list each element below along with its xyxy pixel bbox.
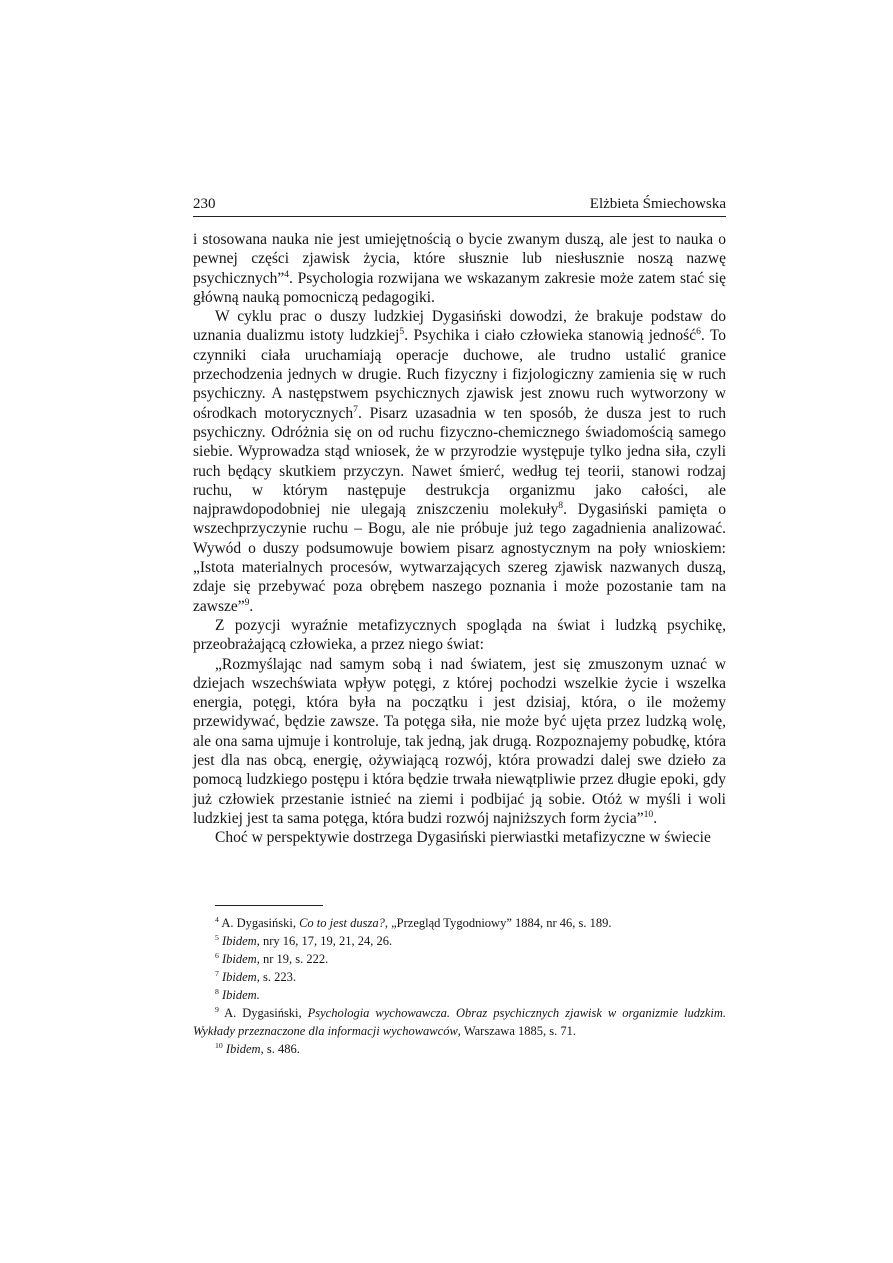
paragraph-1: i stosowana nauka nie jest umiejętnością o bycie zwanym duszą, ale jest to nauka o pewnej części zjawisk życia, które słusznie lub niesłusznie noszą nazwę psychicznych”$^4$. Psychologia rozwijana we wskazanym zakresie może zatem stać się główną nauką pomocniczą pedagogiki.	[193, 231, 726, 306]
running-header	[193, 192, 726, 217]
footnote-ref-10[interactable]: 10	[643, 808, 654, 820]
main-text	[193, 230, 726, 848]
footnote-8: $^8$ Ibidem.	[215, 986, 260, 1002]
footnote-9: $^9$ A. Dygasiński, Psychologia wychowawcza. Obraz psychicznych zjawisk w organizmie ludzkim. Wykłady przeznaczone dla informacji wychowawców, Warszawa 1885, s. 71.	[193, 1004, 726, 1038]
footnote-ref-8[interactable]: 8	[558, 500, 564, 511]
footnote-7: $^7$ Ibidem, s. 223.	[215, 968, 296, 984]
footnote-separator	[215, 905, 323, 906]
footnote-4: $^4$ A. Dygasiński, Co to jest dusza?, „Przegląd Tygodniowy” 1884, nr 46, s. 189.	[215, 914, 612, 930]
footnote-ref-7[interactable]: 7	[353, 403, 358, 415]
paragraph-3: Z pozycji wyraźnie metafizycznych spogląda na świat i ludzką psychikę, przeobrażającą człowieka, a przez niego świat:	[193, 616, 726, 654]
footnotes	[193, 914, 726, 1058]
footnote-ref-9[interactable]: 9	[244, 596, 250, 608]
paragraph-5: Choć w perspektywie dostrzega Dygasiński pierwiastki metafizyczne w świecie	[215, 829, 711, 847]
quotation: „Rozmyślając nad samym sobą i nad światem, jest się zmuszonym uznać w dziejach wszechświata wpływ potęgi, z której pochodzi wszelkie życie i wszelka energia, potęgi, która była na początku i jest dzisiaj, która, o ile możemy przewidywać, będzie zawsze. Ta potęga siła, nie może być ujęta przez ludzką wolę, ale ona sama ujmuje i kontroluje, tak jedną, jak drugą. Rozpoznajemy pobudkę, która jest dla nas obcą, energię, ożywiającą rozwój, która prowadzi dalej swe dzieło za pomocą ludzkiego postępu i która będzie trwała niewątpliwie przez długie epoki, gdy już człowiek przestanie istnieć na ziemi i podbijać ją sobie. Otóż w myśli i woli ludzkiej jest ta sama potęga, która budzi rozwój najniższych form życia”$^{10}$.	[193, 655, 726, 827]
footnote-ref-6[interactable]: 6	[696, 326, 701, 338]
page-number: 230	[193, 196, 216, 212]
paragraph-2: W cyklu prac o duszy ludzkiej Dygasiński dowodzi, że brakuje podstaw do uznania dualizmu istoty ludzkiej$^5$. Psychika i ciało człowieka stanowią jedność$^6$. To czynniki ciała uruchamiają operacje duchowe, ale trudno ustalić granice przechodzenia jednych w drugie. Ruch fizyczny i fizjologiczny zamienia się w ruch psychiczny. A następstwem psychicznych zjawisk jest znowu ruch wytworzony w ośrodkach motorycznych$^7$. Pisarz uzasadnia w ten sposób, że dusza jest to ruch psychiczny. Odróżnia się on od ruchu fizyczno-chemicznego świadomością samego siebie. Wyprowadza stąd wniosek, że w przyrodzie występuje tylko jedna siła, czyli ruch będący skutkiem przyczyn. Nawet śmierć, według tej teorii, stanowi rodzaj ruchu, w którym następuje destrukcja organizmu jako całości, ale najprawdopodobniej nie ulegają zniszczeniu molekuły$^8$. Dygasiński pamięta o wszechprzyczynie ruchu – Bogu, ale nie próbuje już tego zagadnienia analizować. Wywód o duszy podsumowuje bowiem pisarz agnostycznym na poły wnioskiem: „Istota materialnych procesów, wytwarzających szereg zjawisk nazwanych duszą, zdaje się przebywać poza obrębem naszego poznania i może pozostanie tam na zawsze”$^9$.	[193, 308, 726, 615]
running-header-author: Elżbieta Śmiechowska	[589, 196, 726, 212]
footnote-10: $^{10}$ Ibidem, s. 486.	[215, 1040, 300, 1056]
footnote-5: $^5$ Ibidem, nry 16, 17, 19, 21, 24, 26.	[215, 932, 393, 948]
footnote-ref-5[interactable]: 5	[399, 326, 405, 338]
footnote-6: $^6$ Ibidem, nr 19, s. 222.	[215, 950, 329, 966]
footnote-ref-4[interactable]: 4	[284, 268, 290, 280]
